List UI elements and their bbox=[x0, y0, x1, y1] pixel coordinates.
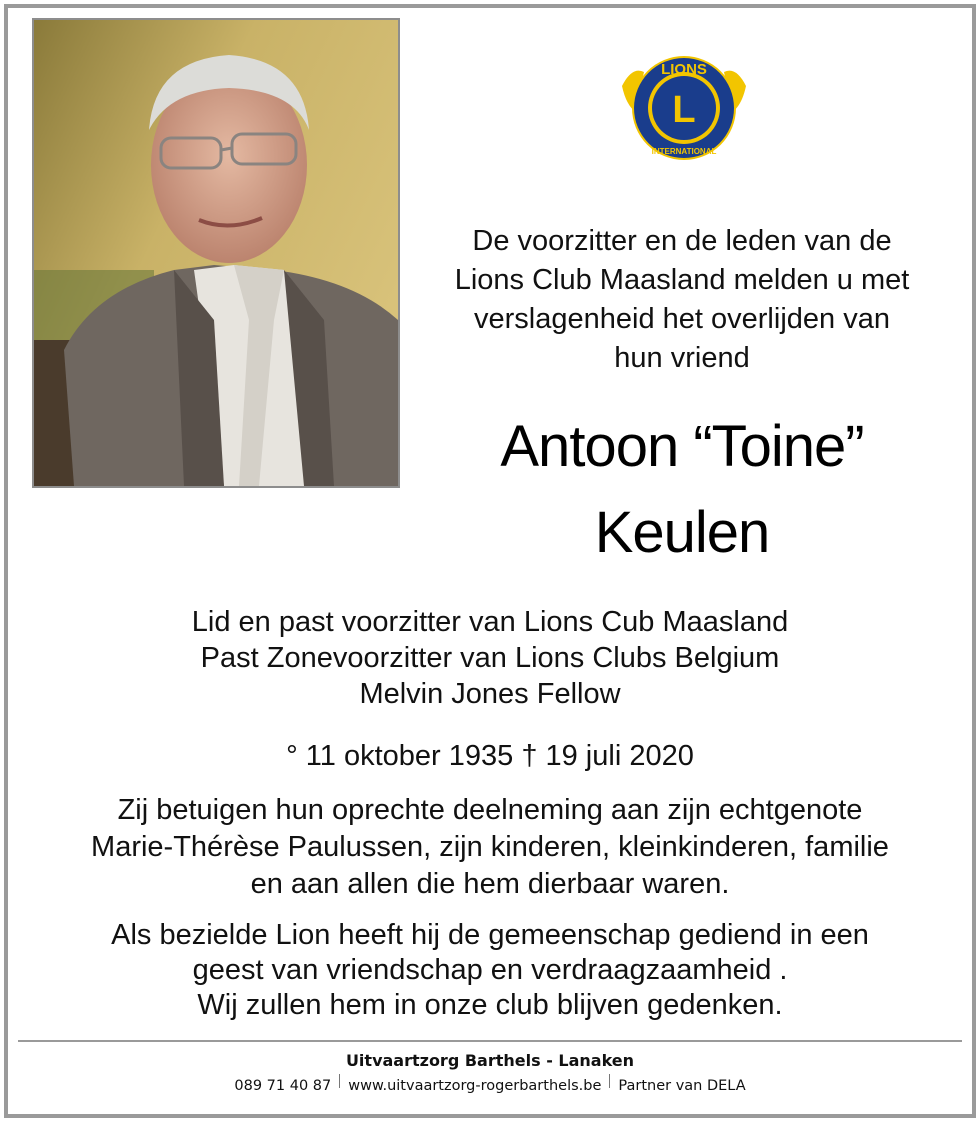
separator bbox=[339, 1074, 340, 1088]
tribute-paragraph bbox=[0, 918, 980, 1023]
condolence-line: Marie-Thérèse Paulussen, zijn kinderen, kleinkinderen, familie bbox=[91, 831, 889, 863]
logo-letter-text: L bbox=[672, 89, 696, 131]
tribute-line: Als bezielde Lion heeft hij de gemeenschap gediend in een bbox=[111, 919, 869, 951]
tribute-line: geest van vriendschap en verdraagzaamheid . bbox=[192, 954, 788, 986]
announcement-intro bbox=[408, 222, 956, 378]
condolence-paragraph bbox=[0, 792, 980, 903]
funeral-home-website[interactable]: www.uitvaartzorg-rogerbarthels.be bbox=[348, 1078, 602, 1094]
life-dates-text: ° 11 oktober 1935 † 19 juli 2020 bbox=[286, 740, 694, 772]
role-line: Past Zonevoorzitter van Lions Clubs Belgium bbox=[200, 642, 780, 674]
partner-text: Partner van DELA bbox=[618, 1078, 746, 1094]
logo-name-text: LIONS bbox=[661, 61, 707, 78]
life-dates bbox=[0, 736, 980, 776]
tribute-line: Wij zullen hem in onze club blijven gedenken. bbox=[197, 989, 783, 1021]
intro-line: hun vriend bbox=[614, 342, 750, 374]
role-line: Melvin Jones Fellow bbox=[359, 678, 621, 710]
logo-subtext: INTERNATIONAL bbox=[651, 147, 717, 156]
intro-line: verslagenheid het overlijden van bbox=[474, 303, 890, 335]
condolence-line: en aan allen die hem dierbaar waren. bbox=[250, 868, 730, 900]
portrait-photo bbox=[32, 18, 400, 488]
intro-line: De voorzitter en de leden van de bbox=[472, 225, 892, 257]
name-last-line: Keulen bbox=[594, 500, 770, 565]
lions-international-logo bbox=[618, 46, 750, 170]
funeral-home-contact bbox=[0, 1074, 980, 1096]
funeral-home-phone[interactable]: 089 71 40 87 bbox=[234, 1078, 332, 1094]
deceased-name bbox=[408, 404, 956, 576]
role-line: Lid en past voorzitter van Lions Cub Maasland bbox=[191, 606, 789, 638]
separator bbox=[609, 1074, 610, 1088]
footer-divider bbox=[18, 1040, 962, 1042]
name-first-line: Antoon “Toine” bbox=[500, 414, 864, 479]
roles-list bbox=[0, 604, 980, 712]
intro-line: Lions Club Maasland melden u met bbox=[454, 264, 910, 296]
funeral-home-title: Uitvaartzorg Barthels - Lanaken bbox=[345, 1051, 635, 1070]
condolence-line: Zij betuigen hun oprechte deelneming aan zijn echtgenote bbox=[117, 794, 863, 826]
